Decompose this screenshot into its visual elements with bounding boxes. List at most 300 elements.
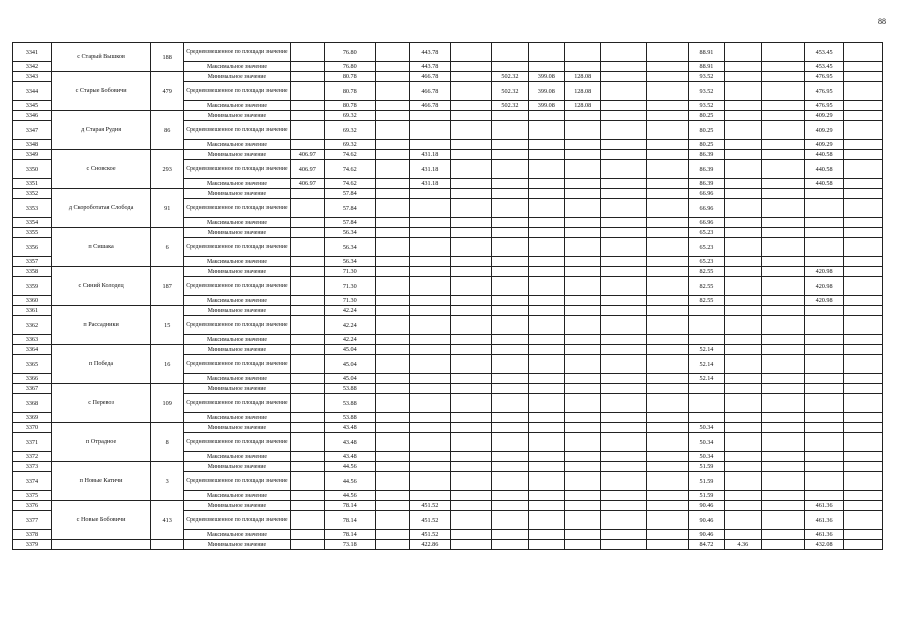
value-cell [725, 384, 761, 394]
value-cell [725, 511, 761, 530]
value-cell [450, 413, 491, 423]
value-cell [601, 462, 647, 472]
value-cell [565, 160, 601, 179]
value-cell [492, 238, 528, 257]
value-cell [565, 413, 601, 423]
value-cell [565, 374, 601, 384]
value-type-label: Максимальное значение [184, 179, 291, 189]
value-cell [492, 355, 528, 374]
value-cell: 82.55 [688, 296, 724, 306]
value-cell: 431.18 [409, 160, 450, 179]
value-type-label: Минимальное значение [184, 72, 291, 82]
value-cell: 86.39 [688, 160, 724, 179]
value-cell [492, 257, 528, 267]
value-cell [805, 228, 844, 238]
value-cell [492, 306, 528, 316]
empty-cell [844, 472, 883, 491]
empty-cell [844, 101, 883, 111]
settlement-name [51, 540, 150, 550]
row-number: 3360 [13, 296, 52, 306]
empty-cell [844, 199, 883, 218]
value-cell [761, 530, 805, 540]
value-cell: 44.56 [324, 462, 375, 472]
empty-cell [844, 462, 883, 472]
value-cell: 80.25 [688, 121, 724, 140]
row-number: 3353 [13, 199, 52, 218]
value-cell [290, 238, 324, 257]
value-cell [290, 394, 324, 413]
empty-cell [844, 491, 883, 501]
value-cell: 51.59 [688, 472, 724, 491]
value-cell: 44.56 [324, 491, 375, 501]
value-cell [805, 218, 844, 228]
value-cell [761, 121, 805, 140]
value-cell: 74.62 [324, 179, 375, 189]
value-cell: 90.46 [688, 530, 724, 540]
value-cell [647, 355, 688, 374]
settlement-population: 187 [151, 267, 184, 306]
value-cell [450, 179, 491, 189]
value-cell [492, 150, 528, 160]
value-cell [375, 413, 409, 423]
value-type-label: Максимальное значение [184, 257, 291, 267]
value-cell [647, 72, 688, 82]
value-cell [565, 296, 601, 306]
row-number: 3371 [13, 433, 52, 452]
value-cell [492, 228, 528, 238]
table-row [13, 462, 883, 472]
empty-cell [844, 501, 883, 511]
value-cell [375, 82, 409, 101]
value-cell: 93.52 [688, 82, 724, 101]
value-cell [409, 296, 450, 306]
value-cell: 71.30 [324, 267, 375, 277]
value-cell: 71.30 [324, 277, 375, 296]
value-cell [688, 306, 724, 316]
value-cell [647, 296, 688, 306]
value-cell [290, 121, 324, 140]
value-cell [375, 316, 409, 335]
value-cell [409, 462, 450, 472]
value-cell [290, 491, 324, 501]
value-cell: 422.86 [409, 540, 450, 550]
settlement-population: 3 [151, 462, 184, 501]
value-type-label: Средневзвешенное по площади значение [184, 160, 291, 179]
value-cell [601, 530, 647, 540]
value-cell [409, 306, 450, 316]
value-cell [528, 179, 564, 189]
value-cell [492, 491, 528, 501]
value-cell [725, 374, 761, 384]
value-cell [725, 189, 761, 199]
value-cell: 399.08 [528, 82, 564, 101]
value-cell [725, 179, 761, 189]
value-cell [725, 345, 761, 355]
value-cell [290, 257, 324, 267]
value-cell: 128.08 [565, 101, 601, 111]
value-type-label: Минимальное значение [184, 423, 291, 433]
value-cell [601, 228, 647, 238]
empty-cell [844, 189, 883, 199]
value-cell [528, 540, 564, 550]
value-cell [290, 530, 324, 540]
row-number: 3362 [13, 316, 52, 335]
value-type-label: Минимальное значение [184, 306, 291, 316]
value-cell [450, 101, 491, 111]
value-cell: 53.88 [324, 413, 375, 423]
value-cell [528, 111, 564, 121]
value-cell [492, 394, 528, 413]
value-cell [528, 150, 564, 160]
value-cell [290, 218, 324, 228]
value-cell [450, 452, 491, 462]
value-cell [290, 140, 324, 150]
row-number: 3368 [13, 394, 52, 413]
empty-cell [844, 433, 883, 452]
value-type-label: Максимальное значение [184, 530, 291, 540]
value-cell: 461.36 [805, 501, 844, 511]
settlement-population: 15 [151, 306, 184, 345]
value-type-label: Максимальное значение [184, 296, 291, 306]
value-type-label: Средневзвешенное по площади значение [184, 355, 291, 374]
value-cell [450, 394, 491, 413]
value-cell [647, 43, 688, 62]
value-cell [409, 355, 450, 374]
value-cell: 88.91 [688, 62, 724, 72]
value-cell [375, 296, 409, 306]
value-cell [528, 374, 564, 384]
value-cell [601, 43, 647, 62]
value-cell [528, 306, 564, 316]
table-row [13, 111, 883, 121]
value-cell [450, 345, 491, 355]
value-cell [450, 72, 491, 82]
value-cell [450, 374, 491, 384]
value-type-label: Минимальное значение [184, 267, 291, 277]
empty-cell [844, 394, 883, 413]
value-cell [725, 413, 761, 423]
value-cell [725, 462, 761, 472]
value-cell [290, 472, 324, 491]
value-cell [647, 452, 688, 462]
value-cell [375, 345, 409, 355]
value-cell [725, 394, 761, 413]
value-cell [761, 179, 805, 189]
value-cell [601, 277, 647, 296]
value-cell [450, 491, 491, 501]
value-cell: 78.14 [324, 501, 375, 511]
value-cell: 82.55 [688, 267, 724, 277]
value-cell: 78.14 [324, 530, 375, 540]
value-type-label: Минимальное значение [184, 228, 291, 238]
settlement-name: с Сновское [51, 150, 150, 189]
empty-cell [844, 296, 883, 306]
value-cell [450, 43, 491, 62]
value-cell [647, 384, 688, 394]
value-cell: 409.29 [805, 140, 844, 150]
value-cell: 86.39 [688, 179, 724, 189]
settlement-population: 479 [151, 72, 184, 111]
settlement-name: п Отрадное [51, 423, 150, 462]
value-cell: 80.78 [324, 82, 375, 101]
row-number: 3361 [13, 306, 52, 316]
value-cell [375, 267, 409, 277]
value-cell [492, 160, 528, 179]
value-cell [290, 43, 324, 62]
value-cell [565, 462, 601, 472]
value-cell [290, 267, 324, 277]
table-row [13, 72, 883, 82]
value-cell: 431.18 [409, 179, 450, 189]
value-cell [647, 316, 688, 335]
settlement-name: п Рассадники [51, 306, 150, 345]
value-cell: 69.32 [324, 140, 375, 150]
value-cell [805, 355, 844, 374]
settlement-population: 413 [151, 501, 184, 540]
value-cell [725, 82, 761, 101]
value-cell: 476.95 [805, 72, 844, 82]
value-cell [761, 462, 805, 472]
settlement-name: п Новые Катичи [51, 462, 150, 501]
value-cell [375, 355, 409, 374]
value-cell [565, 394, 601, 413]
value-cell [725, 62, 761, 72]
value-cell [290, 296, 324, 306]
value-cell [290, 384, 324, 394]
value-cell [492, 179, 528, 189]
value-cell: 82.55 [688, 277, 724, 296]
value-cell [528, 296, 564, 306]
value-cell [565, 530, 601, 540]
value-cell [528, 345, 564, 355]
value-cell [725, 472, 761, 491]
value-cell [492, 199, 528, 218]
value-cell: 399.08 [528, 101, 564, 111]
value-cell [761, 306, 805, 316]
value-cell [375, 452, 409, 462]
value-cell [290, 101, 324, 111]
value-cell: 50.34 [688, 433, 724, 452]
value-cell [805, 335, 844, 345]
value-cell: 420.98 [805, 267, 844, 277]
value-cell [450, 218, 491, 228]
value-cell: 420.98 [805, 277, 844, 296]
value-type-label: Средневзвешенное по площади значение [184, 433, 291, 452]
value-cell: 57.84 [324, 218, 375, 228]
value-cell [528, 355, 564, 374]
value-cell [565, 277, 601, 296]
value-type-label: Минимальное значение [184, 501, 291, 511]
value-cell [450, 462, 491, 472]
value-cell [725, 316, 761, 335]
value-cell: 461.36 [805, 530, 844, 540]
value-cell [725, 277, 761, 296]
value-cell [761, 62, 805, 72]
value-cell [409, 374, 450, 384]
value-cell [409, 140, 450, 150]
value-cell [565, 345, 601, 355]
value-cell [565, 111, 601, 121]
value-cell [761, 472, 805, 491]
value-cell [601, 491, 647, 501]
value-cell: 432.08 [805, 540, 844, 550]
empty-cell [844, 150, 883, 160]
empty-cell [844, 306, 883, 316]
value-type-label: Максимальное значение [184, 140, 291, 150]
value-cell [492, 43, 528, 62]
settlement-name: д Старая Рудня [51, 111, 150, 150]
settlement-population: 86 [151, 111, 184, 150]
value-cell: 440.58 [805, 179, 844, 189]
value-cell [761, 82, 805, 101]
value-cell [375, 511, 409, 530]
value-cell: 42.24 [324, 306, 375, 316]
value-cell [375, 335, 409, 345]
value-cell [647, 111, 688, 121]
value-cell: 80.25 [688, 111, 724, 121]
value-cell [409, 121, 450, 140]
value-cell [450, 316, 491, 335]
value-cell [290, 316, 324, 335]
value-cell [565, 511, 601, 530]
empty-cell [844, 160, 883, 179]
value-type-label: Минимальное значение [184, 111, 291, 121]
value-cell [761, 413, 805, 423]
value-cell [601, 72, 647, 82]
value-cell [450, 140, 491, 150]
value-cell [290, 355, 324, 374]
value-cell [647, 150, 688, 160]
value-type-label: Средневзвешенное по площади значение [184, 316, 291, 335]
value-cell [409, 423, 450, 433]
value-cell [450, 111, 491, 121]
value-cell [601, 218, 647, 228]
value-type-label: Максимальное значение [184, 374, 291, 384]
value-type-label: Средневзвешенное по площади значение [184, 394, 291, 413]
value-cell: 56.34 [324, 257, 375, 267]
value-cell: 56.34 [324, 228, 375, 238]
value-cell [761, 384, 805, 394]
value-cell [601, 423, 647, 433]
value-cell [290, 374, 324, 384]
empty-cell [844, 511, 883, 530]
value-cell [528, 501, 564, 511]
value-cell [725, 257, 761, 267]
value-cell [725, 296, 761, 306]
value-cell [601, 160, 647, 179]
value-cell: 431.18 [409, 150, 450, 160]
value-cell [492, 345, 528, 355]
value-cell [805, 472, 844, 491]
value-cell: 406.97 [290, 160, 324, 179]
value-cell: 51.59 [688, 491, 724, 501]
value-cell [565, 140, 601, 150]
value-cell [450, 82, 491, 101]
table-row [13, 43, 883, 62]
empty-cell [844, 384, 883, 394]
value-cell [375, 218, 409, 228]
value-cell: 443.78 [409, 62, 450, 72]
row-number: 3366 [13, 374, 52, 384]
value-cell [375, 472, 409, 491]
value-cell [528, 199, 564, 218]
value-cell [450, 199, 491, 218]
value-cell [601, 179, 647, 189]
value-cell [375, 238, 409, 257]
value-cell [375, 199, 409, 218]
value-cell [647, 238, 688, 257]
value-cell [450, 433, 491, 452]
value-cell [450, 530, 491, 540]
value-cell [761, 189, 805, 199]
value-type-label: Минимальное значение [184, 540, 291, 550]
row-number: 3369 [13, 413, 52, 423]
value-cell: 476.95 [805, 101, 844, 111]
settlement-population: 16 [151, 345, 184, 384]
value-cell [450, 62, 491, 72]
value-cell: 476.95 [805, 82, 844, 101]
row-number: 3357 [13, 257, 52, 267]
value-cell [647, 530, 688, 540]
value-cell [290, 501, 324, 511]
value-cell [528, 140, 564, 150]
row-number: 3379 [13, 540, 52, 550]
value-cell [528, 277, 564, 296]
value-cell: 73.18 [324, 540, 375, 550]
value-cell [528, 43, 564, 62]
value-cell [725, 501, 761, 511]
value-cell [647, 511, 688, 530]
value-cell [647, 472, 688, 491]
value-cell [647, 335, 688, 345]
row-number: 3354 [13, 218, 52, 228]
value-cell [761, 140, 805, 150]
value-cell: 52.14 [688, 374, 724, 384]
value-cell [601, 384, 647, 394]
value-cell: 406.97 [290, 179, 324, 189]
value-cell [565, 491, 601, 501]
value-type-label: Минимальное значение [184, 384, 291, 394]
value-cell: 43.48 [324, 452, 375, 462]
value-cell: 128.08 [565, 82, 601, 101]
value-cell [492, 121, 528, 140]
value-cell [375, 491, 409, 501]
value-cell [647, 433, 688, 452]
value-cell [492, 423, 528, 433]
row-number: 3377 [13, 511, 52, 530]
value-cell [805, 491, 844, 501]
value-cell: 451.52 [409, 511, 450, 530]
value-cell [647, 540, 688, 550]
settlement-name: п Сишака [51, 228, 150, 267]
value-cell [450, 277, 491, 296]
value-cell [805, 384, 844, 394]
value-cell [409, 394, 450, 413]
value-type-label: Средневзвешенное по площади значение [184, 472, 291, 491]
value-cell [375, 384, 409, 394]
value-cell [528, 62, 564, 72]
row-number: 3363 [13, 335, 52, 345]
value-cell [647, 462, 688, 472]
value-cell [725, 228, 761, 238]
value-cell [375, 277, 409, 296]
value-cell [565, 62, 601, 72]
value-cell [725, 267, 761, 277]
value-cell [492, 540, 528, 550]
value-cell [528, 511, 564, 530]
value-cell [601, 62, 647, 72]
value-cell [647, 423, 688, 433]
